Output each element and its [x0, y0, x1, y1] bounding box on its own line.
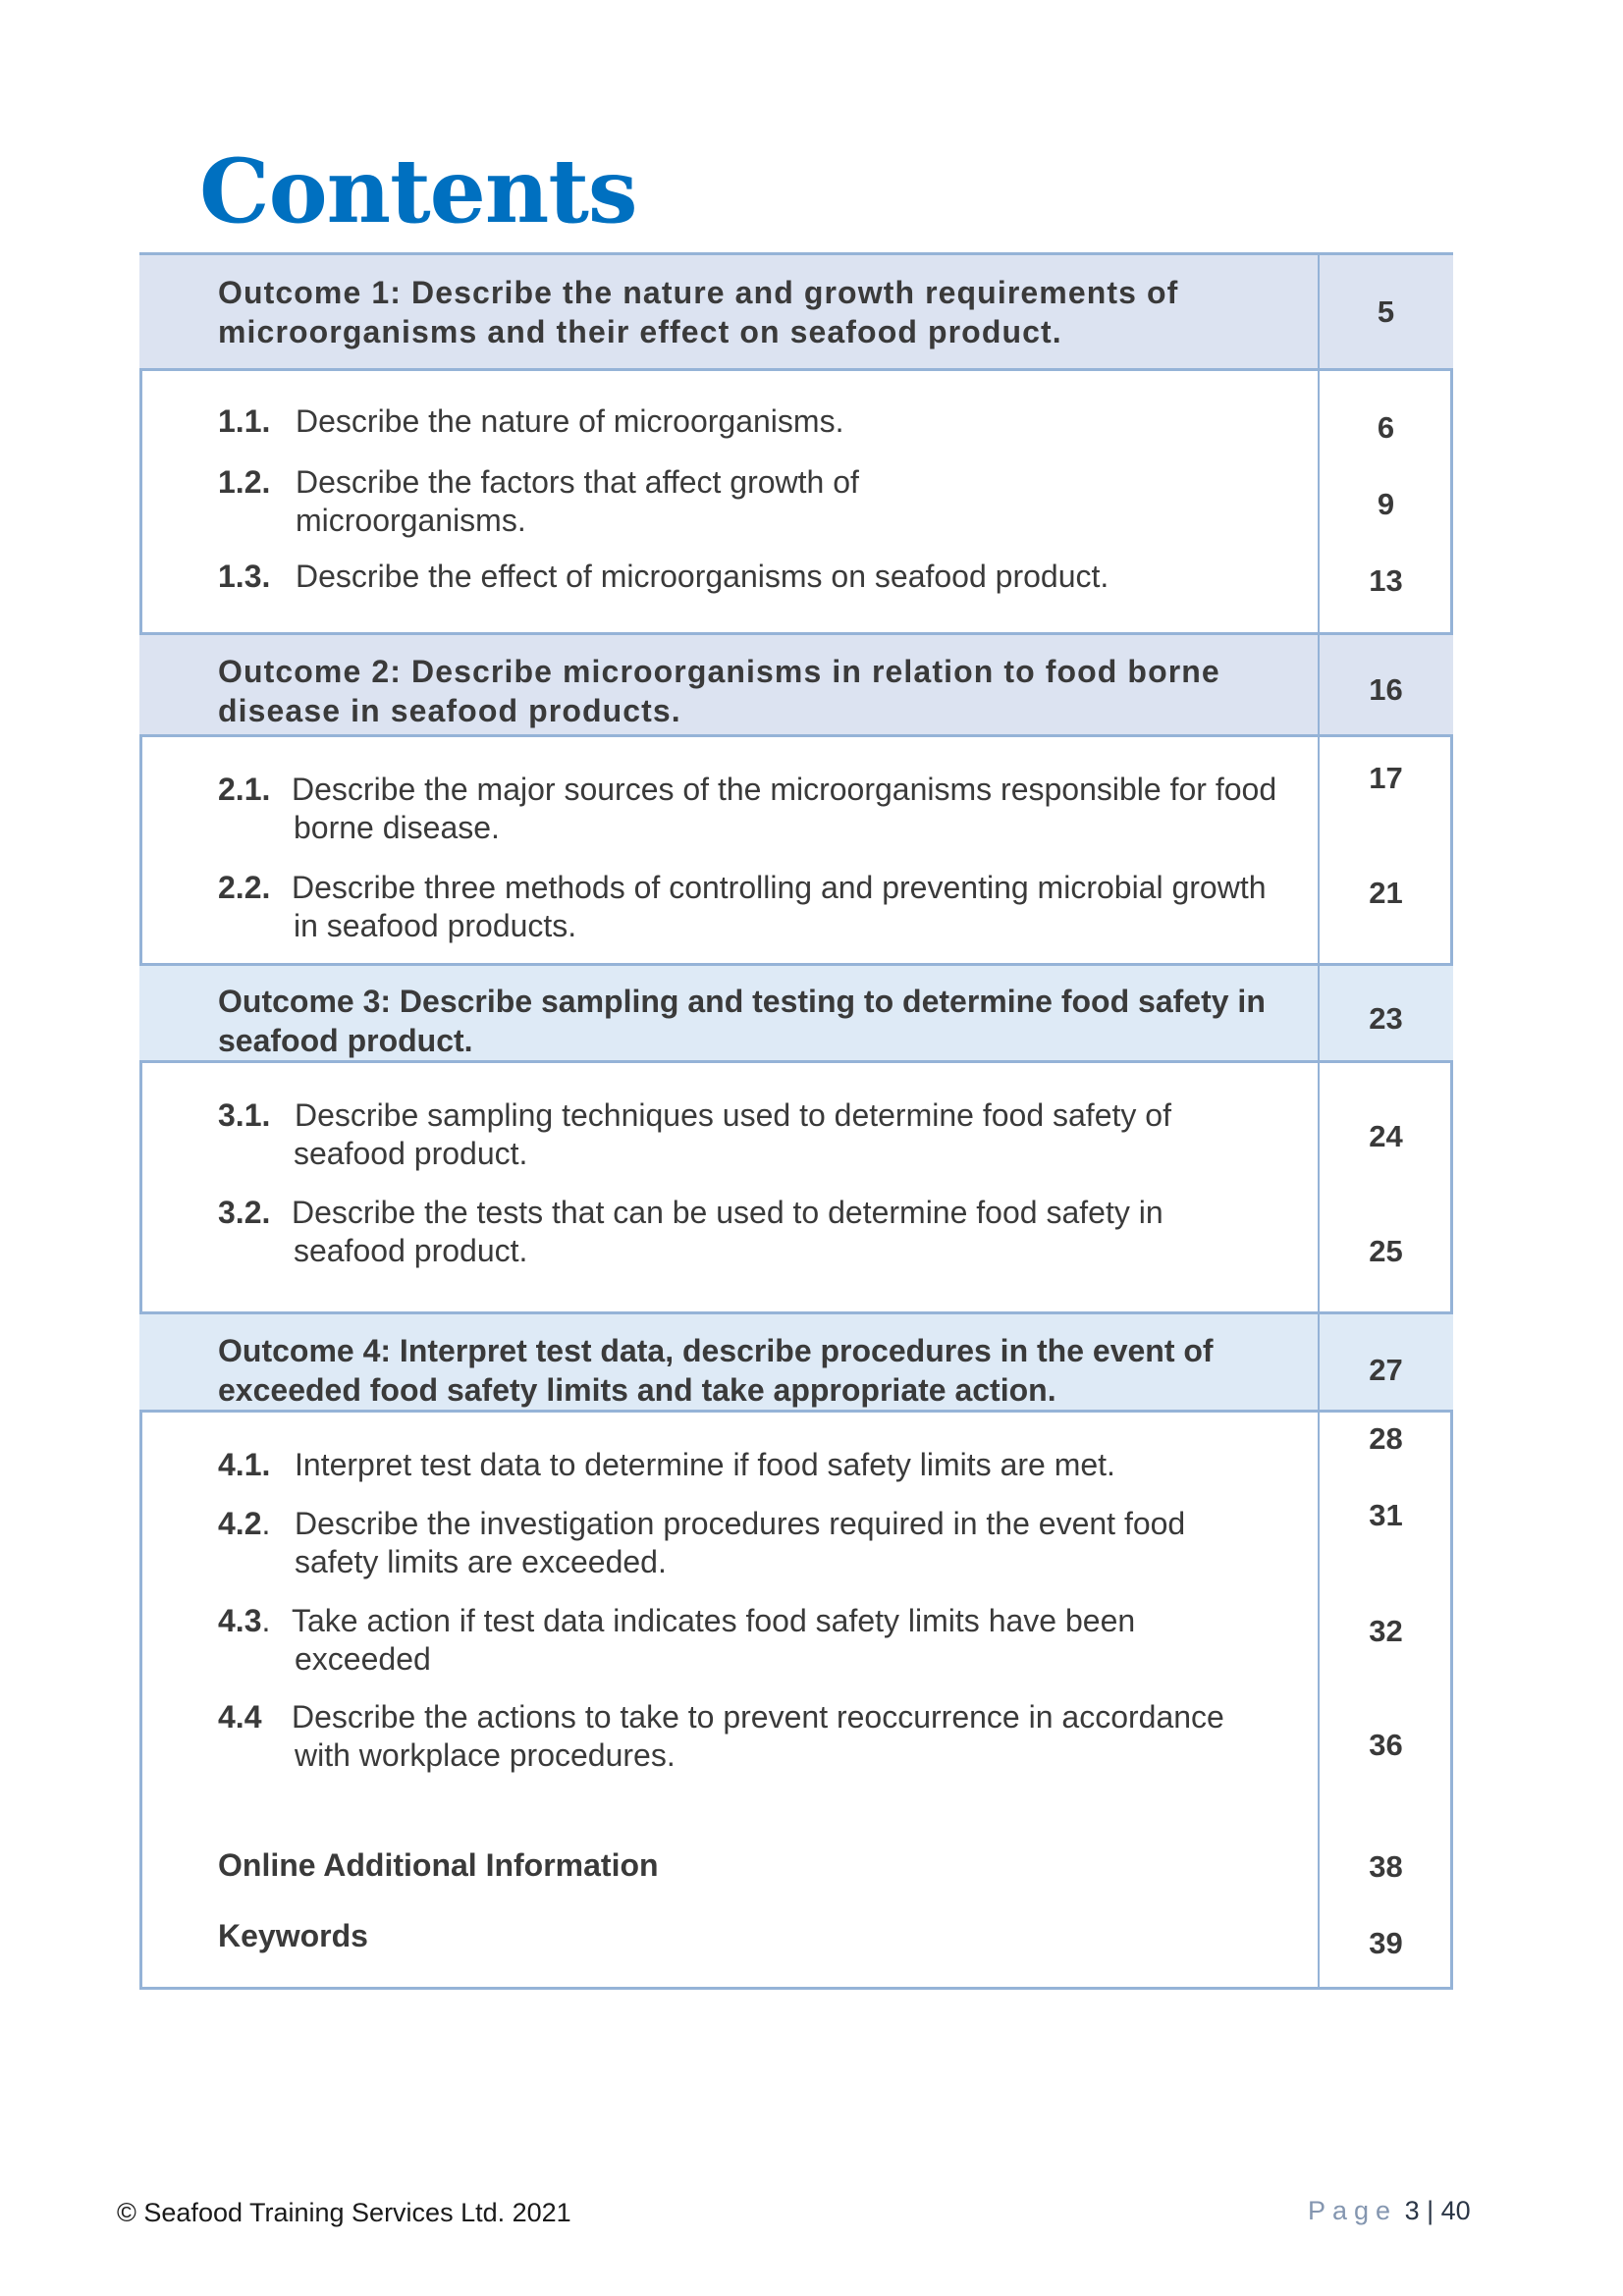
outcome-2-line-2: disease in seafood products.: [218, 693, 681, 728]
item-4-1-page[interactable]: 28: [1369, 1421, 1403, 1456]
page-label: Page: [1308, 2196, 1398, 2225]
item-text-continued: seafood product.: [294, 1136, 528, 1171]
item-text: Describe the nature of microorganisms.: [296, 403, 844, 439]
item-text: Describe sampling techniques used to determine food safety of: [295, 1097, 1171, 1133]
item-4-3-page[interactable]: 32: [1369, 1614, 1403, 1648]
item-number-separator: .: [261, 1603, 271, 1638]
item-text: Describe the effect of microorganisms on seafood product.: [296, 559, 1109, 594]
item-text-continued: borne disease.: [294, 810, 500, 845]
copyright-notice: © Seafood Training Services Ltd. 2021: [117, 2198, 571, 2227]
item-text: Describe three methods of controlling and preventing microbial growth: [292, 870, 1267, 905]
item-text: Describe the actions to take to prevent reoccurrence in accordance: [292, 1699, 1224, 1735]
item-text: Describe the investigation procedures required in the event food: [295, 1506, 1186, 1541]
item-number: 4.1.: [218, 1447, 271, 1482]
item-text-continued: microorganisms.: [296, 503, 526, 538]
outcome-3-page[interactable]: 23: [1369, 1001, 1403, 1036]
online-additional-information-page[interactable]: 38: [1369, 1849, 1403, 1884]
outcome-3-line-1: Outcome 3: Describe sampling and testing to determine food safety in: [218, 984, 1266, 1019]
outcome-1-page[interactable]: 5: [1377, 294, 1395, 329]
toc-item-2-1[interactable]: [218, 771, 1277, 845]
total-pages: 40: [1440, 2196, 1471, 2225]
outcome-2-page[interactable]: 16: [1369, 672, 1403, 707]
item-number: 4.3: [218, 1603, 262, 1638]
toc-item-1-3[interactable]: [218, 558, 1109, 596]
item-number-separator: .: [261, 1506, 271, 1541]
toc-keywords[interactable]: Keywords: [218, 1918, 368, 1953]
item-text-continued: seafood product.: [294, 1233, 528, 1268]
keywords-page[interactable]: 39: [1369, 1926, 1403, 1960]
item-number: 2.2.: [218, 870, 271, 905]
item-1-1-page[interactable]: 6: [1377, 410, 1395, 445]
item-number: 1.1.: [218, 403, 271, 439]
item-text-continued: safety limits are exceeded.: [295, 1544, 667, 1579]
toc-item-3-2[interactable]: [218, 1194, 1163, 1268]
item-text: Interpret test data to determine if food safety limits are met.: [295, 1447, 1115, 1482]
item-text-continued: with workplace procedures.: [295, 1737, 676, 1773]
page-title: Contents: [199, 139, 637, 243]
item-text: Describe the factors that affect growth of: [296, 464, 859, 500]
item-text: Describe the tests that can be used to determine food safety in: [292, 1195, 1163, 1230]
current-page-number: 3: [1404, 2196, 1420, 2225]
toc-item-4-4[interactable]: [218, 1698, 1224, 1773]
item-number: 3.2.: [218, 1195, 271, 1230]
page-separator: |: [1427, 2196, 1434, 2225]
toc-item-4-3[interactable]: [218, 1602, 1136, 1677]
outcome-2-line-1: Outcome 2: Describe microorganisms in relation to food borne: [218, 654, 1220, 689]
item-number: 4.4: [218, 1699, 262, 1735]
outcome-1-title[interactable]: [218, 273, 1308, 351]
page-indicator: [1308, 2195, 1471, 2226]
item-text-continued: exceeded: [295, 1641, 431, 1677]
outcome-2-title[interactable]: [218, 652, 1308, 730]
item-number: 3.1.: [218, 1097, 271, 1133]
item-text: Describe the major sources of the microorganisms responsible for food: [292, 772, 1277, 807]
item-1-3-page[interactable]: 13: [1369, 563, 1403, 598]
item-3-1-page[interactable]: 24: [1369, 1119, 1403, 1153]
outcome-1-line-1: Outcome 1: Describe the nature and growth requirements of: [218, 275, 1179, 310]
item-2-2-page[interactable]: 21: [1369, 876, 1403, 910]
toc-item-4-2[interactable]: [218, 1505, 1186, 1579]
toc-item-1-1[interactable]: [218, 402, 844, 441]
toc-item-1-2[interactable]: [218, 463, 859, 538]
item-text-continued: in seafood products.: [294, 908, 577, 943]
toc-online-additional-information[interactable]: Online Additional Information: [218, 1847, 659, 1883]
item-text: Take action if test data indicates food safety limits have been: [292, 1603, 1136, 1638]
item-2-1-page[interactable]: 17: [1369, 761, 1403, 795]
item-4-2-page[interactable]: 31: [1369, 1498, 1403, 1532]
outcome-4-title[interactable]: [218, 1331, 1308, 1410]
toc-item-3-1[interactable]: [218, 1096, 1171, 1171]
outcome-3-title[interactable]: [218, 982, 1308, 1060]
item-number: 2.1.: [218, 772, 271, 807]
item-4-4-page[interactable]: 36: [1369, 1728, 1403, 1762]
outcome-3-line-2: seafood product.: [218, 1023, 473, 1058]
outcome-4-line-2: exceeded food safety limits and take appropriate action.: [218, 1372, 1056, 1408]
toc-item-4-1[interactable]: [218, 1446, 1115, 1484]
outcome-4-page[interactable]: 27: [1369, 1353, 1403, 1387]
item-number: 1.3.: [218, 559, 271, 594]
outcome-4-line-1: Outcome 4: Interpret test data, describe procedures in the event of: [218, 1333, 1214, 1368]
outcome-1-line-2: microorganisms and their effect on seafood product.: [218, 314, 1062, 349]
item-3-2-page[interactable]: 25: [1369, 1234, 1403, 1268]
item-number: 4.2: [218, 1506, 262, 1541]
item-1-2-page[interactable]: 9: [1377, 487, 1395, 521]
toc-item-2-2[interactable]: [218, 869, 1267, 943]
item-number: 1.2.: [218, 464, 271, 500]
